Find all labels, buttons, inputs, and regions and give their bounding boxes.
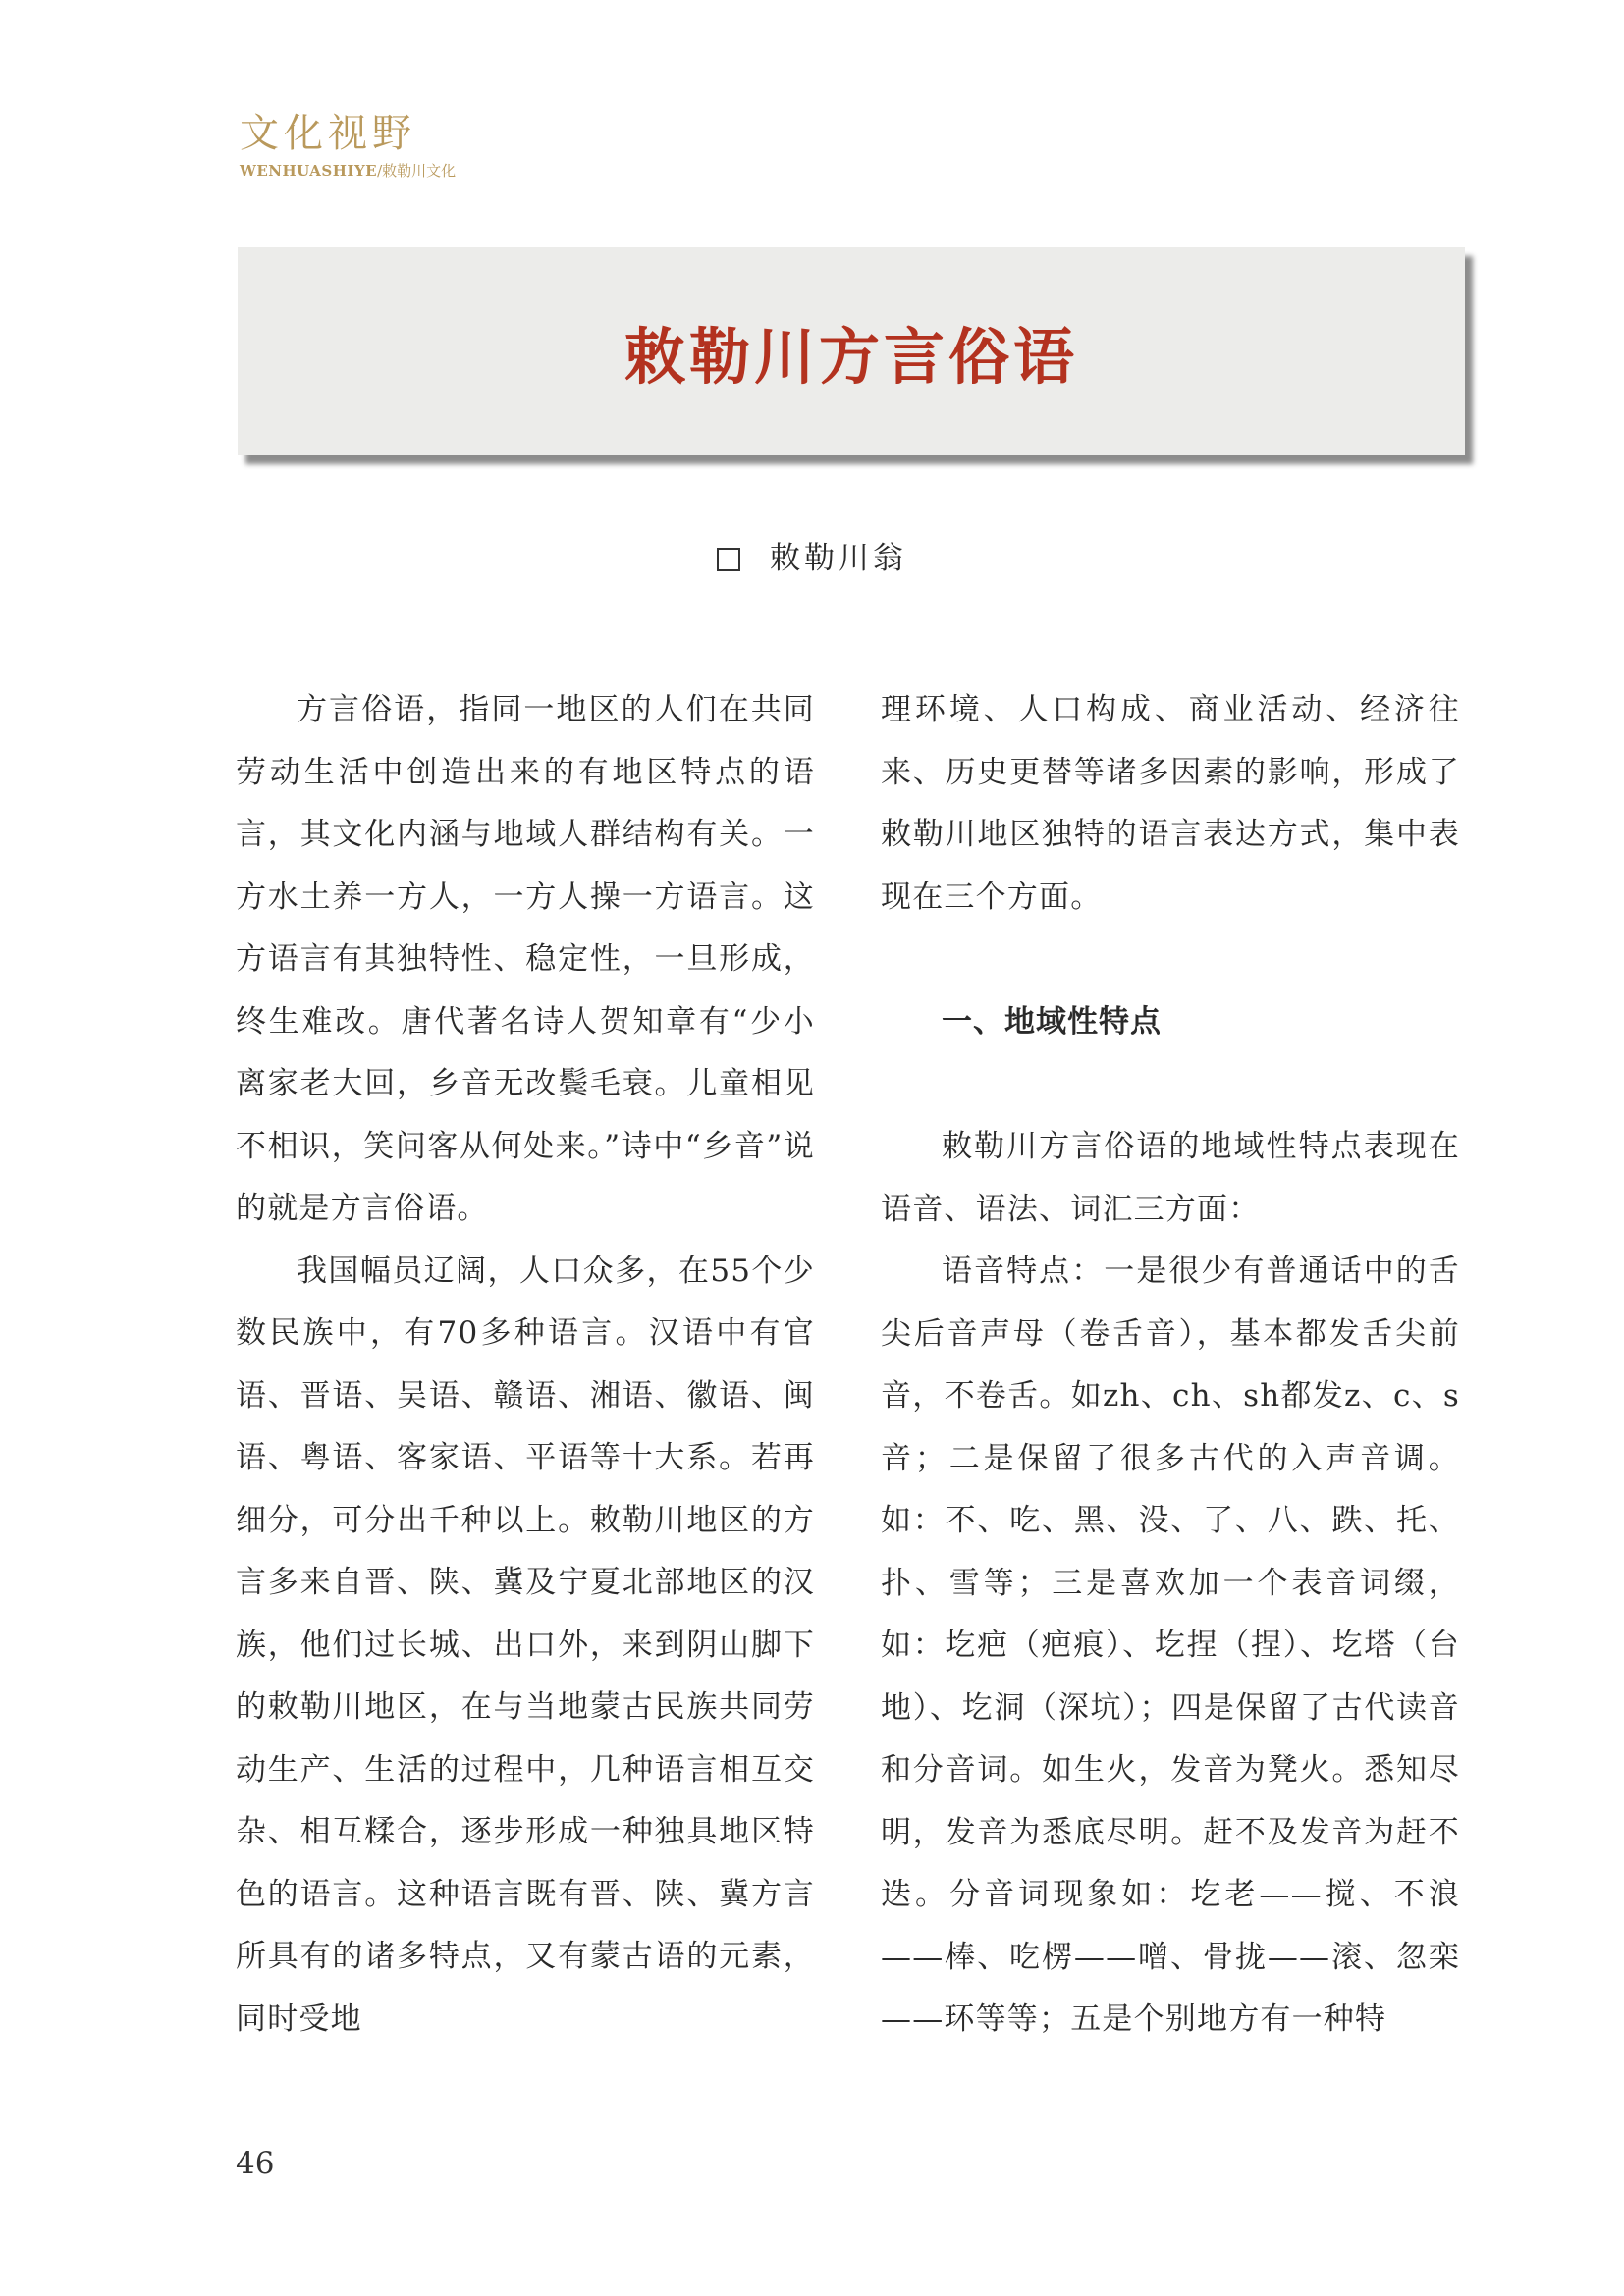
paragraph-background: 我国幅员辽阔，人口众多，在55个少数民族中，有70多种语言。汉语中有官语、晋语、吴语、赣语、湘语、徽语、闽语、粤语、客家语、平语等十大系。若再细分，可分出千种以上。敕勒川地区的方言多来自晋、陕、冀及宁夏北部地区的汉族，他们过长城、出口外，来到阴山脚下的敕勒川地区，在与当地蒙古民族共同劳动生产、生活的过程中，几种语言相互交杂、相互糅合，逐步形成一种独具地区特色的语言。这种语言既有晋、陕、冀方言所具有的诸多特点，又有蒙古语的元素，同时受地: [236, 1253, 815, 2037]
square-icon: [717, 548, 740, 571]
section-title: 文化视野: [240, 111, 416, 156]
column-name: 敕勒川文化: [382, 162, 457, 180]
left-column: [236, 679, 815, 2051]
section-separator: /: [377, 162, 383, 180]
page-number: 46: [236, 2146, 275, 2181]
author-name: 敕勒川翁: [770, 541, 907, 576]
section-heading: 一、地域性特点: [942, 1004, 1162, 1040]
paragraph-regional-features: 敕勒川方言俗语的地域性特点表现在语音、语法、词汇三方面：: [881, 1129, 1460, 1227]
section-title-en: WENHUASHIYE: [240, 162, 378, 180]
section-header: [240, 110, 456, 181]
section-subtitle: [240, 161, 456, 181]
byline: [0, 533, 1624, 577]
paragraph-intro: 方言俗语，指同一地区的人们在共同劳动生活中创造出来的有地区特点的语言，其文化内涵与地域人群结构有关。一方水土养一方人，一方人操一方语言。这方语言有其独特性、稳定性，一旦形成，终生难改。唐代著名诗人贺知章有“少小离家老大回，乡音无改鬓毛衰。儿童相见不相识，笑问客从何处来。”诗中“乡音”说的就是方言俗语。: [236, 692, 815, 1226]
article-title: 敕勒川方言俗语: [623, 320, 1078, 393]
paragraph-phonetics: 语音特点：一是很少有普通话中的舌尖后音声母（卷舌音），基本都发舌尖前音，不卷舌。如zh、ch、sh都发z、c、s音；二是保留了很多古代的入声音调。如：不、吃、黑、没、了、八、跌、托、扑、雪等；三是喜欢加一个表音词缀，如：圪疤（疤痕）、圪捏（捏）、圪塔（台地）、圪洞（深坑）；四是保留了古代读音和分音词。如生火，发音为凳火。悉知尽明，发音为悉底尽明。赶不及发音为赶不迭。分音词现象如：圪老——搅、不浪——棒、吃楞——噌、骨拢——滚、忽栾——环等等；五是个别地方有一种特: [881, 1254, 1460, 2037]
paragraph-continuation: 理环境、人口构成、商业活动、经济往来、历史更替等诸多因素的影响，形成了敕勒川地区独特的语言表达方式，集中表现在三个方面。: [881, 692, 1460, 915]
right-column: [881, 679, 1460, 2052]
title-banner: [238, 247, 1465, 455]
